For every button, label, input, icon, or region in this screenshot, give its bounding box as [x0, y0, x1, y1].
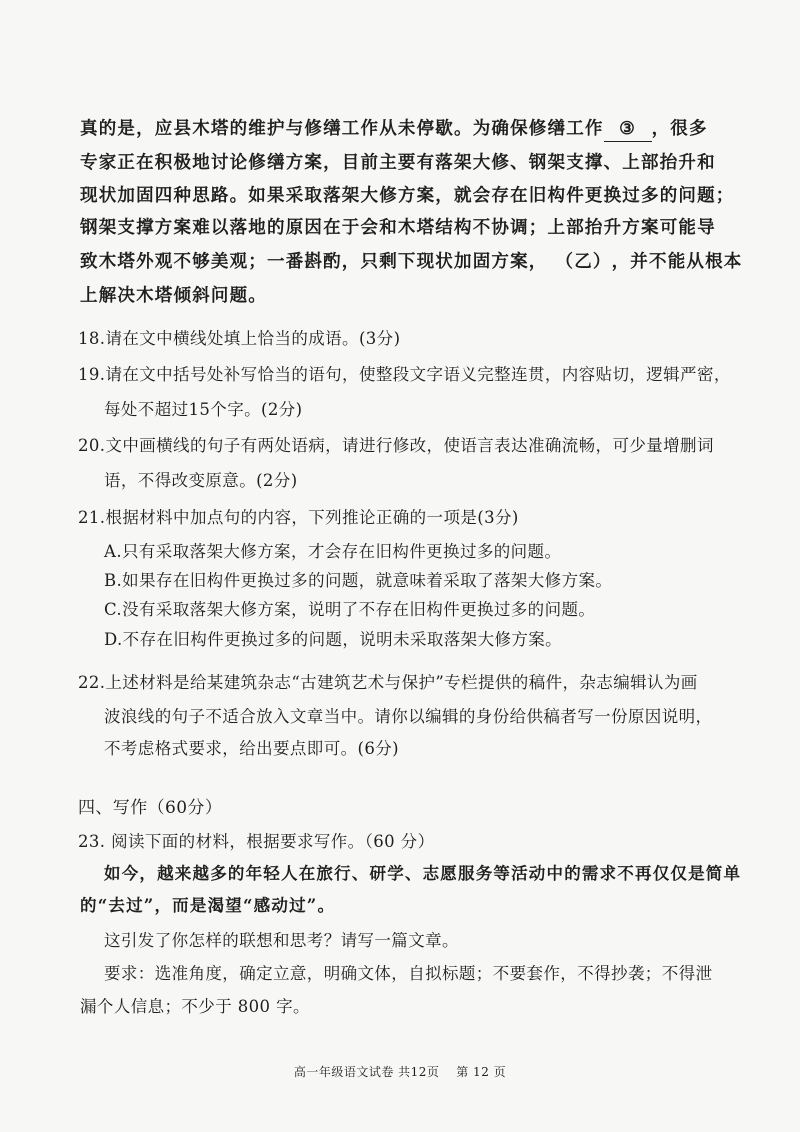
- passage-line-6: 上解决木塔倾斜问题。: [80, 286, 267, 306]
- passage-line-4: 钢架支撑方案难以落地的原因在于会和木塔结构不协调；上部抬升方案可能导: [80, 218, 716, 238]
- question-22-line-2: 波浪线的句子不适合放入文章当中。请你以编辑的身份给供稿者写一份原因说明，: [104, 707, 713, 726]
- question-22-line-1: 22.上述材料是给某建筑杂志“古建筑艺术与保护”专栏提供的稿件，杂志编辑认为画: [78, 673, 698, 692]
- question-21-option-d: D.不存在旧构件更换过多的问题，说明未采取落架大修方案。: [104, 630, 563, 649]
- material-line-1: 如今，越来越多的年轻人在旅行、研学、志愿服务等活动中的需求不再仅仅是简单: [104, 864, 742, 883]
- passage-line-5: [80, 250, 743, 274]
- requirements-line-2: 漏个人信息；不少于 800 字。: [80, 997, 310, 1016]
- question-18: 18.请在文中横线处填上恰当的成语。(3分): [78, 329, 401, 348]
- paren-yi: （乙）: [555, 252, 612, 272]
- question-23: 23. 阅读下面的材料，根据要求写作。（60 分）: [78, 832, 435, 851]
- writing-prompt: 这引发了你怎样的联想和思考？请写一篇文章。: [104, 931, 459, 950]
- question-22-line-3: 不考虑格式要求，给出要点即可。(6分): [104, 739, 399, 758]
- question-19-line-2: 每处不超过15个字。(2分): [104, 400, 303, 419]
- question-21: 21.根据材料中加点句的内容，下列推论正确的一项是(3分): [78, 508, 519, 527]
- passage-line-1-pre: 真的是，应县木塔的维护与修缮工作从未停歇。为确保修缮工作: [80, 119, 604, 139]
- question-19-line-1: 19.请在文中括号处补写恰当的语句，使整段文字语义完整连贯，内容贴切，逻辑严密，: [78, 365, 731, 384]
- requirements-line-1: 要求：选准角度，确定立意，明确文体，自拟标题；不要套作，不得抄袭；不得泄: [104, 964, 713, 983]
- question-20-line-1: 20.文中画横线的句子有两处语病，请进行修改，使语言表达准确流畅，可少量增删词: [78, 436, 714, 455]
- passage-line-5-post: ，并不能从根本: [611, 252, 743, 272]
- question-21-option-b: B.如果存在旧构件更换过多的问题，就意味着采取了落架大修方案。: [104, 571, 613, 590]
- page-footer: 高一年级语文试卷 共12页 第 12 页: [293, 1065, 507, 1079]
- passage-line-3: 现状加固四种思路。如果采取落架大修方案，就会存在旧构件更换过多的问题；: [80, 186, 735, 206]
- passage-line-1: [80, 117, 708, 142]
- question-21-option-c: C.没有采取落架大修方案，说明了不存在旧构件更换过多的问题。: [104, 600, 596, 619]
- passage-line-5-pre: 致木塔外观不够美观；一番斟酌，只剩下现状加固方案，: [80, 252, 548, 272]
- passage-line-1-post: ，很多: [651, 119, 708, 139]
- blank-3: ③: [604, 117, 652, 142]
- material-line-2: 的“去过”，而是渴望“感动过”。: [80, 896, 336, 915]
- passage-line-2: 专家正在积极地讨论修缮方案，目前主要有落架大修、钢架支撑、上部抬升和: [80, 153, 716, 173]
- question-20-line-2: 语，不得改变原意。(2分): [104, 471, 298, 490]
- question-21-option-a: A.只有采取落架大修方案，才会存在旧构件更换过多的问题。: [104, 542, 562, 561]
- section-title-writing: 四、写作（60分）: [78, 798, 223, 818]
